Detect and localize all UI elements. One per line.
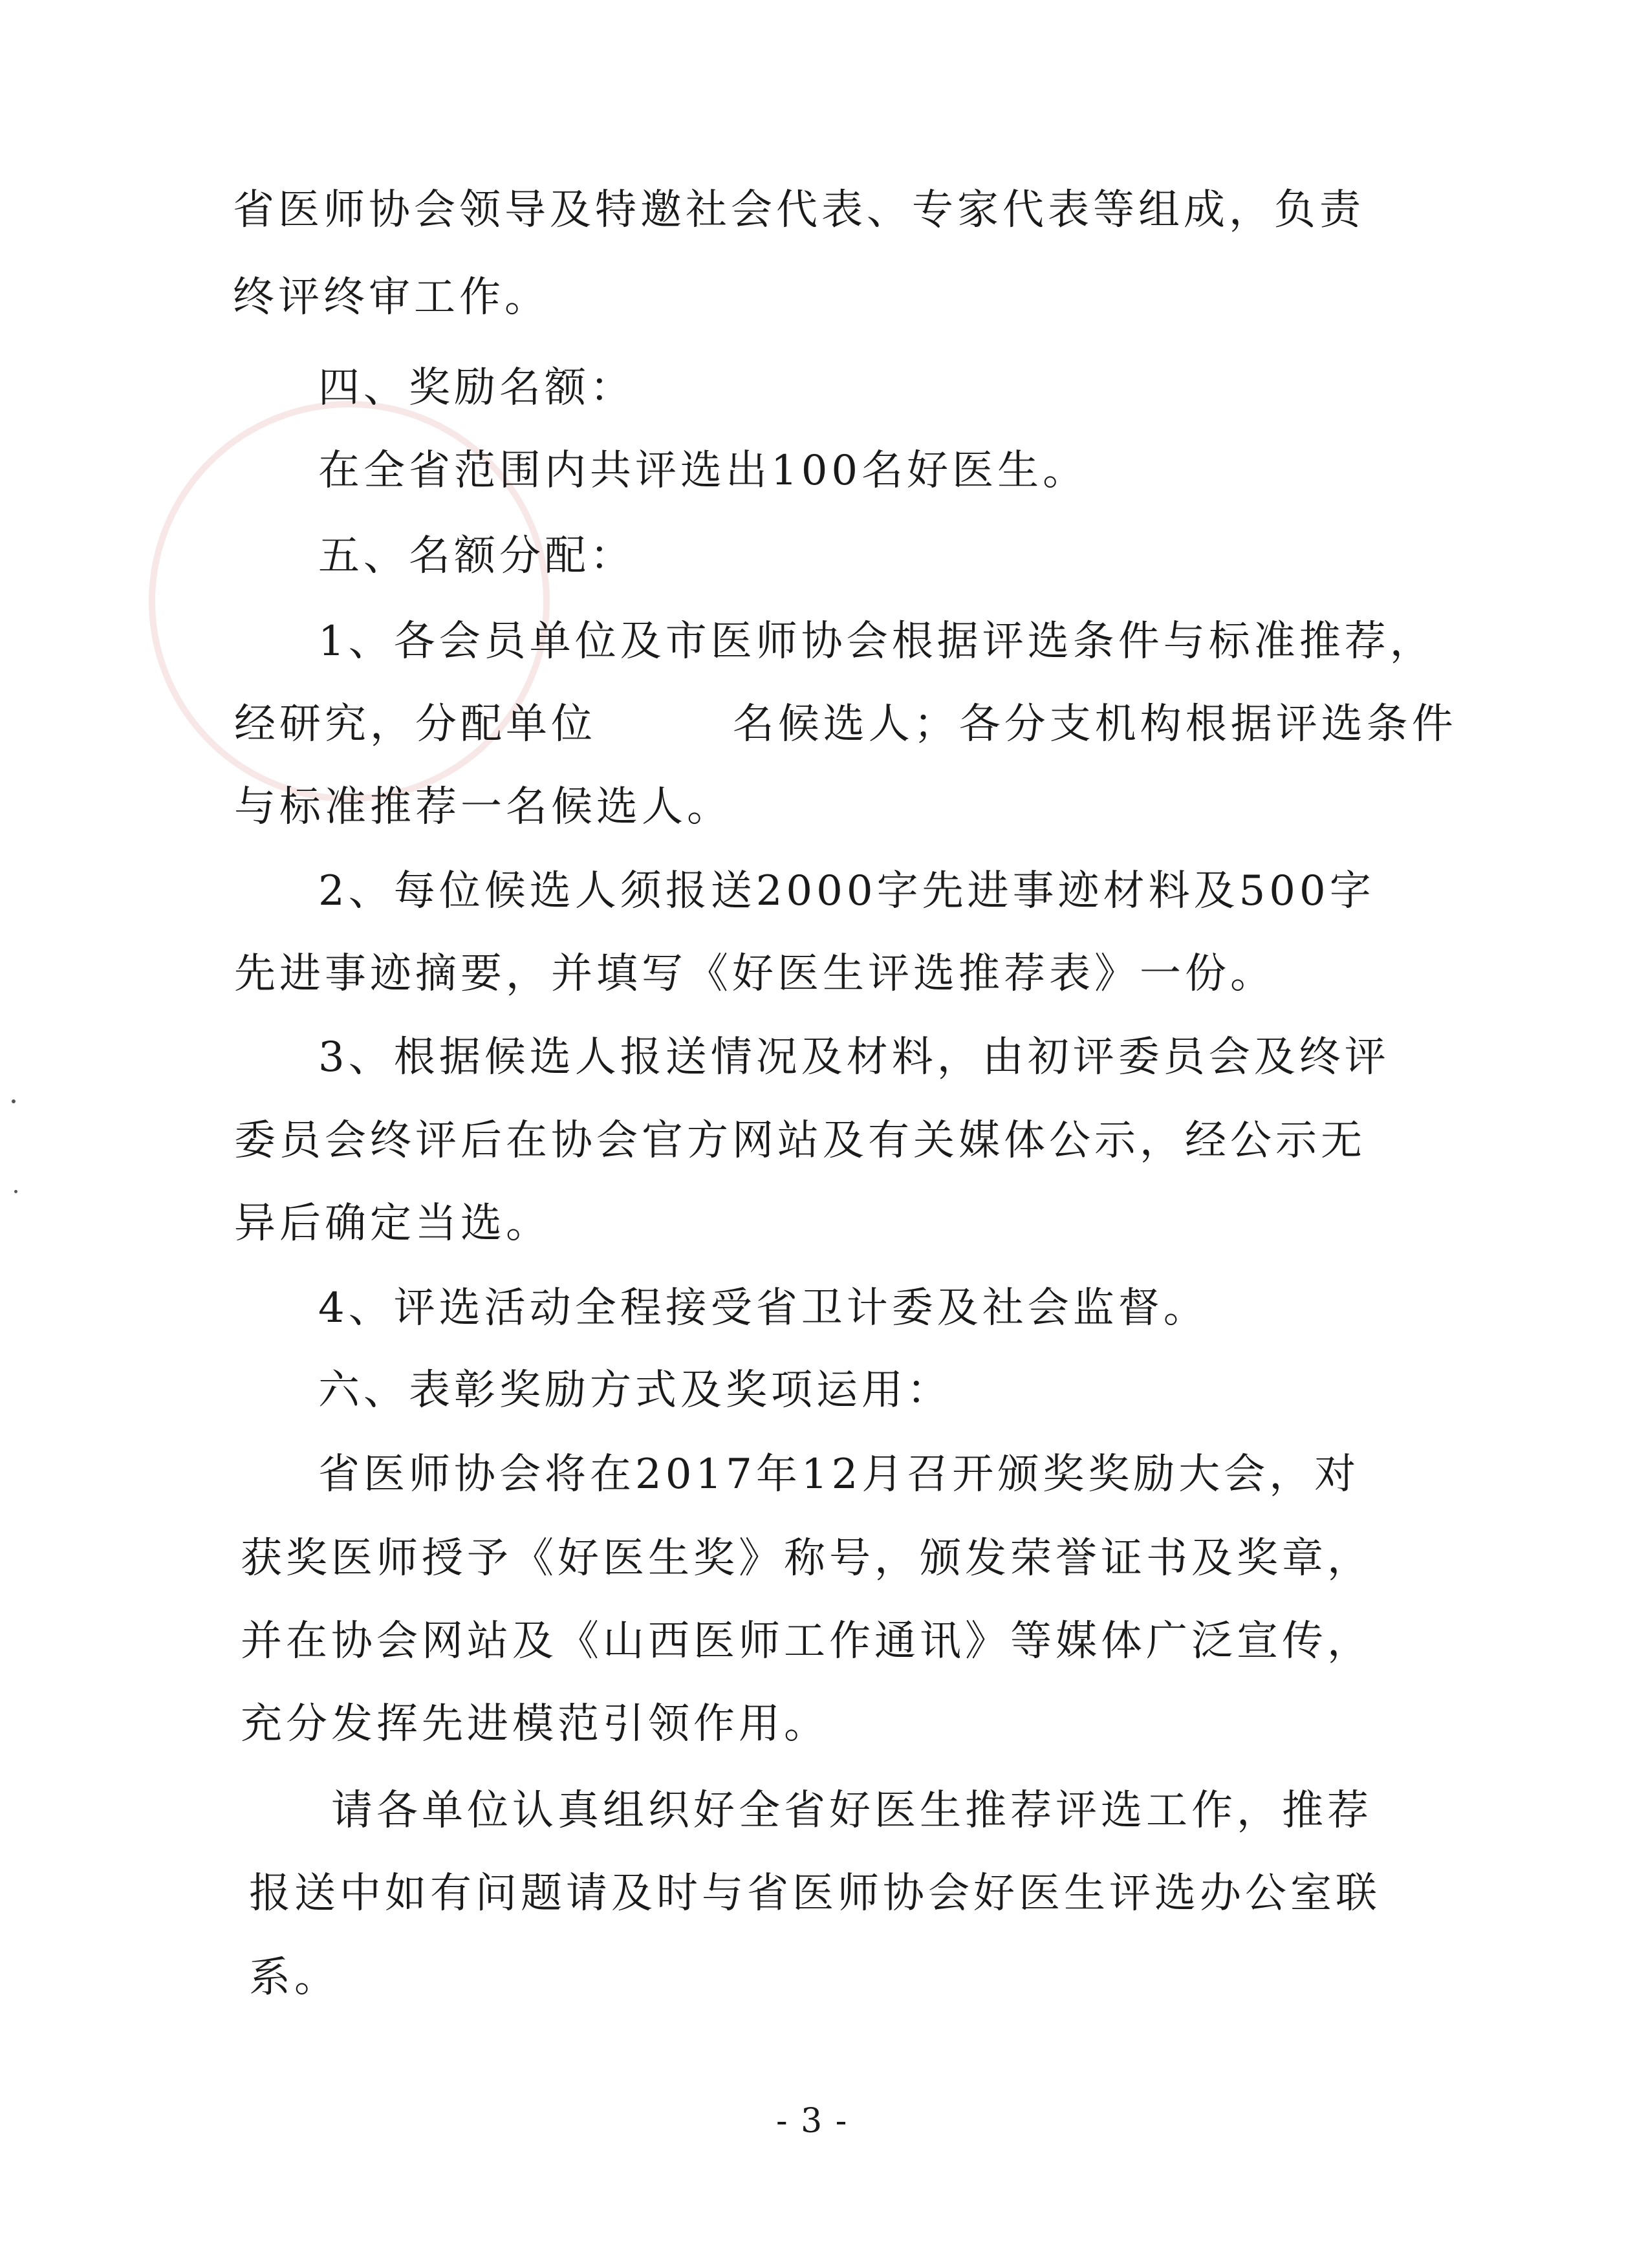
text-line: 报送中如有问题请及时与省医师协会好医生评选办公室联 xyxy=(249,1870,1381,1917)
text-line: 终评终审工作。 xyxy=(233,274,550,321)
scan-speck xyxy=(12,1099,16,1103)
section-heading: 四、奖励名额： xyxy=(318,364,635,412)
text-line: 与标准推荐一名候选人。 xyxy=(234,783,732,831)
scan-speck xyxy=(14,1190,17,1193)
text-line: 系。 xyxy=(249,1954,340,2002)
section-heading: 六、表彰奖励方式及奖项运用： xyxy=(318,1366,952,1414)
text-line: 充分发挥先进模范引领作用。 xyxy=(241,1700,829,1748)
text-line: 并在协会网站及《山西医师工作通讯》等媒体广泛宣传， xyxy=(241,1617,1372,1665)
section-heading: 五、名额分配： xyxy=(318,532,635,580)
text-line: 2、每位候选人须报送2000字先进事迹材料及500字 xyxy=(318,867,1375,915)
text-line: 在全省范围内共评选出100名好医生。 xyxy=(318,447,1088,495)
text-line: 省医师协会领导及特邀社会代表、专家代表等组成，负责 xyxy=(233,186,1365,234)
text-line: 委员会终评后在协会官方网站及有关媒体公示，经公示无 xyxy=(234,1117,1366,1165)
page-number: - 3 - xyxy=(776,2102,849,2141)
text-line: 先进事迹摘要，并填写《好医生评选推荐表》一份。 xyxy=(234,950,1275,998)
text-line: 异后确定当选。 xyxy=(234,1200,551,1247)
text-line: 请各单位认真组织好全省好医生推荐评选工作，推荐 xyxy=(331,1787,1372,1835)
text-line: 3、根据候选人报送情况及材料，由初评委员会及终评 xyxy=(318,1033,1390,1081)
text-line: 省医师协会将在2017年12月召开颁奖奖励大会，对 xyxy=(318,1451,1360,1498)
text-line: 1、各会员单位及市医师协会根据评选条件与标准推荐， xyxy=(318,618,1435,665)
text-line: 4、评选活动全程接受省卫计委及社会监督。 xyxy=(318,1284,1209,1332)
text-line: 经研究，分配单位 名候选人；各分支机构根据评选条件 xyxy=(234,700,1457,748)
text-line: 获奖医师授予《好医生奖》称号，颁发荣誉证书及奖章， xyxy=(241,1535,1372,1582)
